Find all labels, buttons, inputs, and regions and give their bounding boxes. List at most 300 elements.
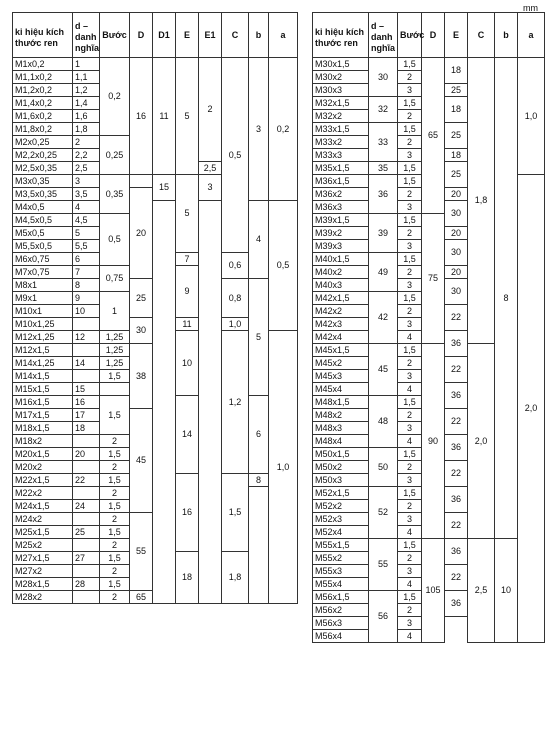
E-cell: 36 bbox=[445, 487, 468, 513]
E-cell: 10 bbox=[176, 331, 199, 396]
header-pitch: Bước bbox=[398, 13, 422, 58]
pitch-cell: 2 bbox=[398, 71, 422, 84]
E-cell: 5 bbox=[176, 175, 199, 253]
nominal-d-cell: 12 bbox=[73, 331, 100, 344]
b-cell bbox=[249, 487, 269, 604]
nominal-d-cell: 9 bbox=[73, 292, 100, 305]
nominal-d-cell bbox=[73, 565, 100, 578]
thread-size-cell: M4,5x0,5 bbox=[13, 214, 73, 227]
pitch-cell: 4 bbox=[398, 630, 422, 643]
thread-size-cell: M56x2 bbox=[313, 604, 369, 617]
thread-size-cell: M50x2 bbox=[313, 461, 369, 474]
header-nominal-d: d – danh nghĩa bbox=[73, 13, 100, 58]
table-row bbox=[13, 201, 298, 214]
b-cell: 10 bbox=[495, 539, 518, 643]
pitch-cell: 4 bbox=[398, 383, 422, 396]
pitch-cell: 1,5 bbox=[100, 448, 130, 461]
thread-size-cell: M56x1,5 bbox=[313, 591, 369, 604]
pitch-cell: 2 bbox=[398, 188, 422, 201]
header-thread-size: ki hiệu kích thước ren bbox=[313, 13, 369, 58]
thread-size-cell: M56x3 bbox=[313, 617, 369, 630]
a-cell: 0,2 bbox=[269, 58, 298, 201]
D-cell: 45 bbox=[130, 409, 153, 513]
nominal-d-cell bbox=[73, 487, 100, 500]
thread-size-cell: M24x2 bbox=[13, 513, 73, 526]
thread-table-right bbox=[312, 12, 545, 643]
header-E: E bbox=[176, 13, 199, 58]
thread-size-cell: M50x3 bbox=[313, 474, 369, 487]
E-cell: 18 bbox=[176, 552, 199, 604]
thread-size-cell: M1,1x0,2 bbox=[13, 71, 73, 84]
E-cell: 9 bbox=[176, 266, 199, 318]
nominal-d-cell: 20 bbox=[73, 448, 100, 461]
header-a: a bbox=[518, 13, 545, 58]
pitch-cell: 1,25 bbox=[100, 331, 130, 344]
nominal-d-cell: 45 bbox=[369, 344, 398, 396]
pitch-cell: 2 bbox=[398, 357, 422, 370]
E-cell: 18 bbox=[445, 97, 468, 123]
pitch-cell: 2 bbox=[100, 565, 130, 578]
pitch-cell: 1,5 bbox=[398, 396, 422, 409]
D-cell: 65 bbox=[130, 591, 153, 604]
E-cell: 22 bbox=[445, 461, 468, 487]
header-row bbox=[13, 13, 298, 58]
thread-size-cell: M36x1,5 bbox=[313, 175, 369, 188]
thread-size-cell: M9x1 bbox=[13, 292, 73, 305]
pitch-cell: 1,5 bbox=[398, 591, 422, 604]
b-cell: 5 bbox=[249, 279, 269, 396]
pitch-cell: 2 bbox=[398, 305, 422, 318]
E-cell: 25 bbox=[445, 84, 468, 97]
pitch-cell: 1 bbox=[100, 292, 130, 331]
E1-cell bbox=[199, 201, 222, 604]
pitch-cell: 1,5 bbox=[398, 97, 422, 110]
nominal-d-cell: 25 bbox=[73, 526, 100, 539]
thread-size-cell: M1x0,2 bbox=[13, 58, 73, 71]
thread-size-cell: M48x4 bbox=[313, 435, 369, 448]
E-cell: 11 bbox=[176, 318, 199, 331]
nominal-d-cell bbox=[73, 461, 100, 474]
nominal-d-cell: 10 bbox=[73, 305, 100, 318]
thread-size-cell: M3,5x0,35 bbox=[13, 188, 73, 201]
thread-size-cell: M22x1,5 bbox=[13, 474, 73, 487]
pitch-cell: 1,5 bbox=[398, 58, 422, 71]
pitch-cell: 2 bbox=[100, 539, 130, 552]
thread-size-cell: M2,5x0,35 bbox=[13, 162, 73, 175]
pitch-cell: 3 bbox=[398, 474, 422, 487]
thread-size-cell: M24x1,5 bbox=[13, 500, 73, 513]
D-cell: 20 bbox=[130, 188, 153, 279]
nominal-d-cell bbox=[73, 344, 100, 357]
pitch-cell: 0,2 bbox=[100, 58, 130, 136]
E1-cell: 2,5 bbox=[199, 162, 222, 175]
nominal-d-cell: 15 bbox=[73, 383, 100, 396]
nominal-d-cell: 18 bbox=[73, 422, 100, 435]
thread-size-cell: M30x1,5 bbox=[313, 58, 369, 71]
thread-size-cell: M35x1,5 bbox=[313, 162, 369, 175]
E-cell: 25 bbox=[445, 123, 468, 149]
a-cell: 1,0 bbox=[518, 58, 545, 175]
thread-size-cell: M48x2 bbox=[313, 409, 369, 422]
header-nominal-d: d – danh nghĩa bbox=[369, 13, 398, 58]
a-cell: 1,0 bbox=[269, 331, 298, 604]
b-cell: 4 bbox=[249, 201, 269, 279]
pitch-cell: 2 bbox=[398, 227, 422, 240]
pitch-cell: 3 bbox=[398, 617, 422, 630]
thread-size-cell: M33x1,5 bbox=[313, 123, 369, 136]
pitch-cell: 2 bbox=[398, 461, 422, 474]
nominal-d-cell: 16 bbox=[73, 396, 100, 409]
nominal-d-cell: 1,4 bbox=[73, 97, 100, 110]
header-D1: D1 bbox=[153, 13, 176, 58]
pitch-cell: 4 bbox=[398, 526, 422, 539]
thread-size-cell: M55x1,5 bbox=[313, 539, 369, 552]
thread-size-cell: M30x2 bbox=[313, 71, 369, 84]
E-cell: 20 bbox=[445, 266, 468, 279]
E-cell: 30 bbox=[445, 240, 468, 266]
thread-size-cell: M30x3 bbox=[313, 84, 369, 97]
thread-size-cell: M27x1,5 bbox=[13, 552, 73, 565]
thread-table-left bbox=[12, 12, 298, 604]
pitch-cell: 3 bbox=[398, 240, 422, 253]
nominal-d-cell: 14 bbox=[73, 357, 100, 370]
b-cell: 3 bbox=[249, 58, 269, 201]
header-D: D bbox=[130, 13, 153, 58]
nominal-d-cell: 1 bbox=[73, 58, 100, 71]
E-cell: 18 bbox=[445, 58, 468, 84]
E-cell: 18 bbox=[445, 149, 468, 162]
pitch-cell: 2 bbox=[398, 409, 422, 422]
nominal-d-cell bbox=[73, 435, 100, 448]
pitch-cell: 0,5 bbox=[100, 214, 130, 266]
D-cell: 30 bbox=[130, 318, 153, 344]
thread-size-cell: M17x1,5 bbox=[13, 409, 73, 422]
E-cell: 36 bbox=[445, 383, 468, 409]
thread-size-cell: M40x2 bbox=[313, 266, 369, 279]
pitch-cell: 4 bbox=[398, 331, 422, 344]
thread-size-cell: M50x1,5 bbox=[313, 448, 369, 461]
thread-size-cell: M52x2 bbox=[313, 500, 369, 513]
nominal-d-cell bbox=[73, 370, 100, 383]
E-cell: 36 bbox=[445, 331, 468, 357]
thread-size-cell: M18x2 bbox=[13, 435, 73, 448]
nominal-d-cell: 2,2 bbox=[73, 149, 100, 162]
D-cell: 65 bbox=[422, 58, 445, 214]
nominal-d-cell: 2,5 bbox=[73, 162, 100, 175]
header-pitch: Bước bbox=[100, 13, 130, 58]
D-cell: 55 bbox=[130, 513, 153, 591]
pitch-cell: 1,5 bbox=[398, 344, 422, 357]
pitch-cell: 2 bbox=[100, 435, 130, 448]
pitch-cell: 1,5 bbox=[100, 552, 130, 565]
nominal-d-cell: 1,8 bbox=[73, 123, 100, 136]
pitch-cell: 1,5 bbox=[100, 578, 130, 591]
nominal-d-cell: 2 bbox=[73, 136, 100, 149]
thread-size-cell: M45x2 bbox=[313, 357, 369, 370]
thread-size-cell: M25x2 bbox=[13, 539, 73, 552]
pitch-cell: 1,5 bbox=[398, 253, 422, 266]
thread-size-cell: M55x4 bbox=[313, 578, 369, 591]
nominal-d-cell: 5 bbox=[73, 227, 100, 240]
pitch-cell: 2 bbox=[398, 266, 422, 279]
pitch-cell: 3 bbox=[398, 318, 422, 331]
pitch-cell: 1,5 bbox=[398, 123, 422, 136]
thread-size-cell: M12x1,5 bbox=[13, 344, 73, 357]
thread-size-cell: M42x4 bbox=[313, 331, 369, 344]
thread-size-cell: M39x3 bbox=[313, 240, 369, 253]
thread-size-cell: M16x1,5 bbox=[13, 396, 73, 409]
C-cell: 0,6 bbox=[222, 253, 249, 279]
D-cell: 90 bbox=[422, 344, 445, 539]
E-cell: 22 bbox=[445, 357, 468, 383]
pitch-cell: 1,5 bbox=[398, 162, 422, 175]
thread-size-cell: M1,4x0,2 bbox=[13, 97, 73, 110]
E-cell: 5 bbox=[176, 58, 199, 175]
thread-size-cell: M52x4 bbox=[313, 526, 369, 539]
nominal-d-cell: 32 bbox=[369, 97, 398, 123]
thread-size-cell: M32x1,5 bbox=[313, 97, 369, 110]
C-cell: 1,8 bbox=[468, 58, 495, 344]
C-cell: 2,0 bbox=[468, 344, 495, 539]
nominal-d-cell: 48 bbox=[369, 396, 398, 448]
thread-size-cell: M42x1,5 bbox=[313, 292, 369, 305]
pitch-cell: 1,5 bbox=[100, 500, 130, 513]
thread-size-cell: M8x1 bbox=[13, 279, 73, 292]
header-b: b bbox=[249, 13, 269, 58]
nominal-d-cell: 36 bbox=[369, 175, 398, 214]
pitch-cell: 3 bbox=[398, 279, 422, 292]
E-cell: 16 bbox=[176, 474, 199, 552]
pitch-cell: 4 bbox=[398, 435, 422, 448]
pitch-cell: 2 bbox=[398, 604, 422, 617]
pitch-cell: 0,35 bbox=[100, 175, 130, 214]
thread-size-cell: M20x1,5 bbox=[13, 448, 73, 461]
thread-size-cell: M48x3 bbox=[313, 422, 369, 435]
pitch-cell: 2 bbox=[100, 461, 130, 474]
pitch-cell: 0,25 bbox=[100, 136, 130, 175]
table-row bbox=[313, 539, 545, 552]
thread-size-cell: M39x1,5 bbox=[313, 214, 369, 227]
nominal-d-cell: 35 bbox=[369, 162, 398, 175]
thread-size-cell: M45x3 bbox=[313, 370, 369, 383]
b-cell: 6 bbox=[249, 396, 269, 474]
header-a: a bbox=[269, 13, 298, 58]
pitch-cell: 3 bbox=[398, 149, 422, 162]
thread-size-cell: M45x1,5 bbox=[313, 344, 369, 357]
nominal-d-cell: 3 bbox=[73, 175, 100, 188]
nominal-d-cell bbox=[73, 513, 100, 526]
pitch-cell: 3 bbox=[398, 370, 422, 383]
E-cell: 22 bbox=[445, 565, 468, 591]
nominal-d-cell: 1,2 bbox=[73, 84, 100, 97]
C-cell: 1,2 bbox=[222, 331, 249, 474]
thread-size-cell: M10x1,25 bbox=[13, 318, 73, 331]
nominal-d-cell: 39 bbox=[369, 214, 398, 253]
thread-size-cell: M55x3 bbox=[313, 565, 369, 578]
thread-size-cell: M28x1,5 bbox=[13, 578, 73, 591]
pitch-cell: 2 bbox=[100, 513, 130, 526]
thread-size-cell: M7x0,75 bbox=[13, 266, 73, 279]
pitch-cell: 2 bbox=[100, 487, 130, 500]
pitch-cell: 1,5 bbox=[398, 292, 422, 305]
b-cell: 8 bbox=[249, 474, 269, 487]
pitch-cell: 1,25 bbox=[100, 357, 130, 370]
pitch-cell: 1,5 bbox=[100, 526, 130, 539]
C-cell: 1,5 bbox=[222, 474, 249, 552]
nominal-d-cell: 28 bbox=[73, 578, 100, 591]
pitch-cell: 1,5 bbox=[398, 175, 422, 188]
pitch-cell: 1,25 bbox=[100, 344, 130, 357]
pitch-cell: 3 bbox=[398, 422, 422, 435]
E-cell: 7 bbox=[176, 253, 199, 266]
thread-size-cell: M55x2 bbox=[313, 552, 369, 565]
E-cell: 30 bbox=[445, 279, 468, 305]
thread-size-cell: M10x1 bbox=[13, 305, 73, 318]
E-cell: 22 bbox=[445, 409, 468, 435]
nominal-d-cell: 8 bbox=[73, 279, 100, 292]
thread-size-cell: M42x2 bbox=[313, 305, 369, 318]
thread-size-cell: M22x2 bbox=[13, 487, 73, 500]
thread-size-cell: M32x2 bbox=[313, 110, 369, 123]
header-E: E bbox=[445, 13, 468, 58]
pitch-cell: 3 bbox=[398, 201, 422, 214]
nominal-d-cell: 27 bbox=[73, 552, 100, 565]
C-cell: 0,5 bbox=[222, 58, 249, 253]
E1-cell: 2 bbox=[199, 58, 222, 162]
nominal-d-cell: 4,5 bbox=[73, 214, 100, 227]
D1-cell: 11 bbox=[153, 58, 176, 175]
nominal-d-cell: 6 bbox=[73, 253, 100, 266]
pitch-cell: 1,5 bbox=[398, 448, 422, 461]
header-row bbox=[313, 13, 545, 58]
pitch-cell: 3 bbox=[398, 513, 422, 526]
D-cell: 16 bbox=[130, 58, 153, 175]
thread-size-cell: M40x3 bbox=[313, 279, 369, 292]
thread-size-cell: M3x0,35 bbox=[13, 175, 73, 188]
thread-size-cell: M4x0,5 bbox=[13, 201, 73, 214]
thread-size-cell: M14x1,5 bbox=[13, 370, 73, 383]
pitch-cell: 2 bbox=[398, 552, 422, 565]
E-cell: 30 bbox=[445, 201, 468, 227]
pitch-cell: 1,5 bbox=[398, 214, 422, 227]
thread-size-cell: M52x3 bbox=[313, 513, 369, 526]
thread-size-cell: M6x0,75 bbox=[13, 253, 73, 266]
nominal-d-cell: 56 bbox=[369, 591, 398, 643]
thread-size-cell: M15x1,5 bbox=[13, 383, 73, 396]
thread-size-cell: M48x1,5 bbox=[313, 396, 369, 409]
pitch-cell: 1,5 bbox=[100, 370, 130, 383]
E-cell: 36 bbox=[445, 435, 468, 461]
thread-size-cell: M36x2 bbox=[313, 188, 369, 201]
nominal-d-cell: 33 bbox=[369, 123, 398, 162]
E-cell: 36 bbox=[445, 591, 468, 617]
pitch-cell: 3 bbox=[398, 84, 422, 97]
nominal-d-cell: 50 bbox=[369, 448, 398, 487]
E-cell: 22 bbox=[445, 513, 468, 539]
nominal-d-cell: 42 bbox=[369, 292, 398, 344]
thread-size-cell: M40x1,5 bbox=[313, 253, 369, 266]
a-cell: 2,0 bbox=[518, 175, 545, 643]
E-cell: 14 bbox=[176, 396, 199, 474]
D-cell: 105 bbox=[422, 539, 445, 643]
pitch-cell: 4 bbox=[398, 578, 422, 591]
E-cell: 20 bbox=[445, 188, 468, 201]
unit-label: mm bbox=[523, 3, 538, 13]
nominal-d-cell: 24 bbox=[73, 500, 100, 513]
D1-cell: 15 bbox=[153, 175, 176, 201]
thread-size-cell: M45x4 bbox=[313, 383, 369, 396]
pitch-cell: 0,75 bbox=[100, 266, 130, 292]
C-cell: 1,8 bbox=[222, 552, 249, 604]
E-cell: 25 bbox=[445, 162, 468, 188]
thread-size-cell: M33x2 bbox=[313, 136, 369, 149]
thread-size-cell: M2,2x0,25 bbox=[13, 149, 73, 162]
thread-size-cell: M12x1,25 bbox=[13, 331, 73, 344]
thread-size-cell: M14x1,25 bbox=[13, 357, 73, 370]
header-b: b bbox=[495, 13, 518, 58]
thread-size-cell: M39x2 bbox=[313, 227, 369, 240]
C-cell: 0,8 bbox=[222, 279, 249, 318]
E1-cell: 3 bbox=[199, 175, 222, 201]
pitch-cell: 1,5 bbox=[398, 487, 422, 500]
E-cell: 36 bbox=[445, 539, 468, 565]
thread-size-cell: M25x1,5 bbox=[13, 526, 73, 539]
b-cell: 8 bbox=[495, 58, 518, 539]
D1-cell bbox=[153, 201, 176, 604]
thread-size-cell: M5x0,5 bbox=[13, 227, 73, 240]
D-cell: 38 bbox=[130, 344, 153, 409]
table-row bbox=[13, 58, 298, 71]
a-cell: 0,5 bbox=[269, 201, 298, 331]
thread-size-cell: M2x0,25 bbox=[13, 136, 73, 149]
header-C: C bbox=[468, 13, 495, 58]
pitch-cell: 2 bbox=[398, 500, 422, 513]
D-cell: 75 bbox=[422, 214, 445, 344]
thread-size-cell: M5,5x0,5 bbox=[13, 240, 73, 253]
D-cell bbox=[130, 175, 153, 188]
pitch-cell: 1,5 bbox=[100, 396, 130, 435]
nominal-d-cell: 1,1 bbox=[73, 71, 100, 84]
nominal-d-cell bbox=[73, 591, 100, 604]
nominal-d-cell: 17 bbox=[73, 409, 100, 422]
nominal-d-cell: 49 bbox=[369, 253, 398, 292]
nominal-d-cell: 5,5 bbox=[73, 240, 100, 253]
thread-size-cell: M36x3 bbox=[313, 201, 369, 214]
thread-size-cell: M42x3 bbox=[313, 318, 369, 331]
E-cell: 22 bbox=[445, 305, 468, 331]
nominal-d-cell: 4 bbox=[73, 201, 100, 214]
nominal-d-cell: 52 bbox=[369, 487, 398, 539]
header-E1: E1 bbox=[199, 13, 222, 58]
thread-size-cell: M1,2x0,2 bbox=[13, 84, 73, 97]
pitch-cell: 1,5 bbox=[100, 474, 130, 487]
thread-size-cell: M1,6x0,2 bbox=[13, 110, 73, 123]
thread-size-cell: M18x1,5 bbox=[13, 422, 73, 435]
E-cell: 20 bbox=[445, 227, 468, 240]
pitch-cell: 2 bbox=[398, 136, 422, 149]
header-thread-size: ki hiệu kích thước ren bbox=[13, 13, 73, 58]
nominal-d-cell: 3,5 bbox=[73, 188, 100, 201]
nominal-d-cell: 55 bbox=[369, 539, 398, 591]
nominal-d-cell: 30 bbox=[369, 58, 398, 97]
header-C: C bbox=[222, 13, 249, 58]
nominal-d-cell bbox=[73, 318, 100, 331]
nominal-d-cell: 1,6 bbox=[73, 110, 100, 123]
pitch-cell: 1,5 bbox=[398, 539, 422, 552]
table-row bbox=[313, 58, 545, 71]
nominal-d-cell: 22 bbox=[73, 474, 100, 487]
C-cell: 1,0 bbox=[222, 318, 249, 331]
